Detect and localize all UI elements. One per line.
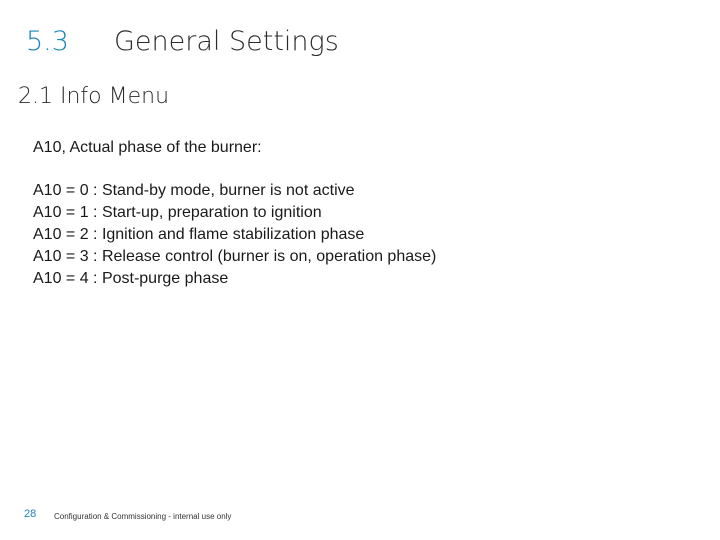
phase-item-3: A10 = 3 : Release control (burner is on, operation phase) (33, 248, 437, 265)
parameter-intro: A10, Actual phase of the burner: (33, 139, 262, 156)
phase-item-1: A10 = 1 : Start-up, preparation to ignition (33, 204, 322, 221)
phase-list (33, 180, 436, 290)
footer-note: Configuration & Commissioning - internal use only (54, 512, 232, 521)
section-title: General Settings (114, 26, 339, 57)
section-number: 5.3 (26, 26, 69, 57)
phase-item-0: A10 = 0 : Stand-by mode, burner is not active (33, 182, 355, 199)
phase-item-4: A10 = 4 : Post-purge phase (33, 270, 229, 287)
page-number: 28 (24, 508, 37, 520)
subsection-title: 2.1 Info Menu (18, 84, 170, 109)
section-header (26, 26, 339, 57)
phase-item-2: A10 = 2 : Ignition and flame stabilization phase (33, 226, 365, 243)
